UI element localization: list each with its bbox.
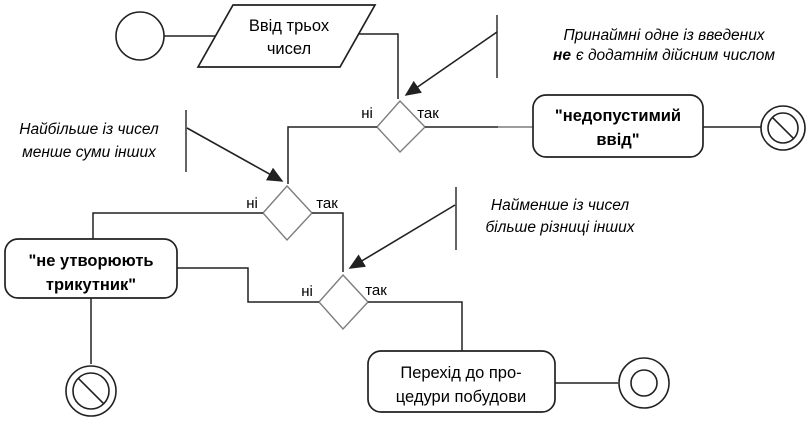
annotation1-line2-bold: не bbox=[552, 47, 571, 64]
input-label-line2: чисел bbox=[266, 40, 312, 58]
edge-decision3-yes bbox=[368, 302, 462, 351]
build-procedure-label-line2: цедури побудови bbox=[395, 388, 527, 406]
edge-decision2-yes bbox=[312, 213, 343, 272]
edge-decision3-no bbox=[177, 268, 319, 302]
annotation-max-condition bbox=[19, 110, 282, 181]
decision1-yes-label: так bbox=[417, 105, 439, 122]
annotation-min-condition bbox=[350, 187, 636, 268]
input-label-line1: Ввід трьох bbox=[248, 17, 330, 35]
decision3-no-label: ні bbox=[301, 283, 313, 300]
invalid-input-label-line1: "недопустимий bbox=[554, 107, 682, 125]
decision2-no-label: ні bbox=[246, 195, 258, 212]
decision2-yes-label: так bbox=[316, 195, 338, 212]
decision1-no-label: ні bbox=[361, 105, 373, 122]
initial-node bbox=[116, 12, 164, 60]
annotation3-line2: більше різниці інших bbox=[485, 219, 635, 236]
edge-input-to-decision1 bbox=[359, 34, 398, 99]
activity-final-node bbox=[619, 358, 669, 408]
annotation1-line2 bbox=[553, 47, 775, 64]
edge-decision2-no bbox=[93, 213, 263, 239]
annotation3-arrow bbox=[350, 205, 455, 268]
decision3-yes-label: так bbox=[365, 282, 387, 299]
flow-final-node-bottom bbox=[66, 366, 116, 416]
no-triangle-node bbox=[5, 239, 177, 298]
no-triangle-label-line1: "не утворюють bbox=[28, 252, 154, 270]
input-node bbox=[198, 5, 375, 67]
flow-final-node-top bbox=[761, 106, 805, 150]
decision-min-vs-diff-diamond bbox=[319, 275, 368, 329]
no-triangle-label-line2: трикутник" bbox=[45, 276, 137, 294]
annotation-invalid-condition bbox=[406, 15, 775, 95]
decision-max-vs-sum-diamond bbox=[263, 186, 312, 240]
annotation2-line1: Найбільше із чисел bbox=[19, 121, 159, 138]
invalid-input-node bbox=[533, 95, 703, 157]
activity-final-inner-circle bbox=[631, 370, 657, 396]
annotation2-arrow bbox=[187, 128, 282, 181]
build-procedure-label-line1: Перехід до про- bbox=[400, 364, 522, 382]
annotation3-line1: Найменше із чисел bbox=[490, 197, 630, 214]
annotation1-line2-rest: є додатнім дійсним числом bbox=[575, 47, 776, 64]
annotation2-line2: менше суми інших bbox=[22, 144, 156, 161]
build-procedure-node bbox=[368, 351, 555, 412]
invalid-input-label-line2: ввід" bbox=[596, 131, 640, 149]
annotation1-arrow bbox=[406, 32, 497, 95]
edge-decision1-no bbox=[288, 127, 377, 184]
annotation1-line1: Принаймні одне із введених bbox=[563, 27, 765, 44]
